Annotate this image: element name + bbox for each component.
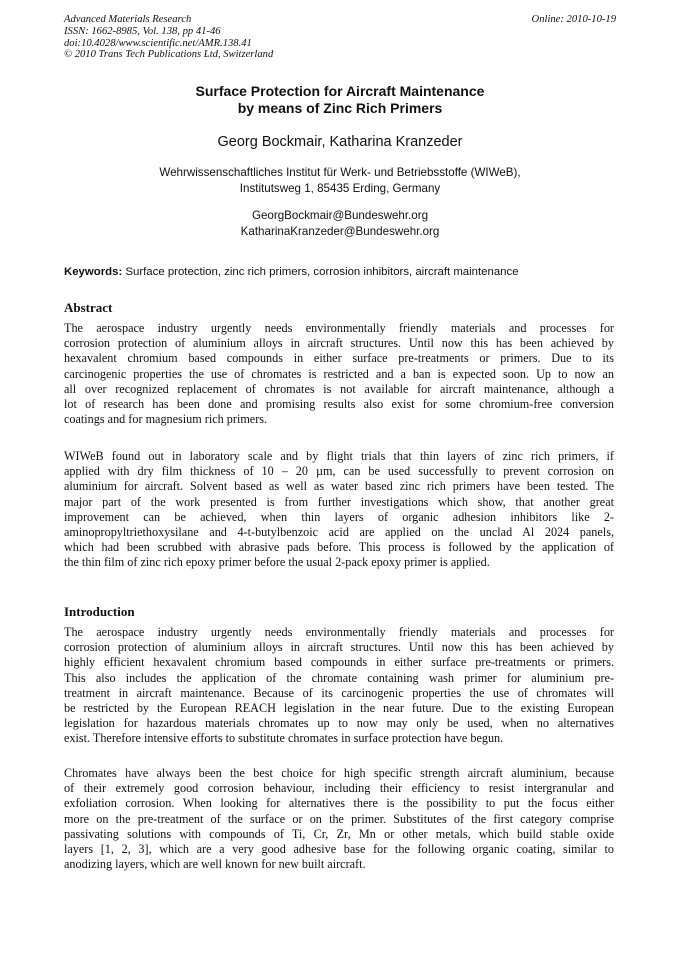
text-line: exfoliation corrosion. When looking for alternatives there is the possibility to put the focus either	[64, 796, 614, 811]
text-line: legislation for hazardous materials chromates up to now may only be used, when no alternatives	[64, 716, 614, 731]
journal-name: Advanced Materials Research	[64, 14, 192, 25]
text-line: aluminium for aircraft. Solvent based as well as water based zinc rich primers have been tested. The	[64, 479, 614, 494]
abstract-paragraph-2	[64, 449, 614, 571]
text-line: of their extremely good corrosion behaviour, including their efficiency to resist intergranular and	[64, 781, 614, 796]
keywords-text: Surface protection, zinc rich primers, corrosion inhibitors, aircraft maintenance	[125, 266, 519, 278]
keywords	[64, 265, 616, 280]
text-line: Chromates have always been the best choice for high specific strength aircraft aluminium, because	[64, 766, 614, 780]
text-line: layers [1, 2, 3], which are a very good adhesive base for the following organic coating, similar to	[64, 841, 614, 856]
copyright-line: © 2010 Trans Tech Publications Ltd, Switzerland	[64, 49, 274, 61]
title-line-1: Surface Protection for Aircraft Maintenance	[195, 83, 485, 99]
text-line: applied with dry film thickness of 10 – 20 µm, can be used successfully to prevent corrosion on	[64, 464, 614, 479]
text-line: corrosion protection of aluminium alloys in aircraft structures. Until now this has been achieved by	[64, 336, 614, 351]
abstract-paragraph-1	[64, 321, 614, 427]
email-link[interactable]: KatharinaKranzeder@Bundeswehr.org	[240, 224, 440, 238]
text-line: corrosion protection of aluminium alloys in aircraft structures. Until now this has been achieved by	[64, 640, 614, 655]
text-line: hexavalent chromium based compounds in either surface pre-treatments or primers. Due to its	[64, 351, 614, 366]
text-line: more on the pre-treatment of the surface or on the primer. Substitutes of the first category comprise	[64, 811, 614, 826]
text-line: major part of the work presented is from further investigations which show, that another great	[64, 494, 614, 509]
text-line: aminopropyltriethoxysilane and 4-t-butylbenzoic acid are applied on the unclad Al 2024 panels,	[64, 524, 614, 539]
authors: Georg Bockmair, Katharina Kranzeder	[217, 134, 463, 150]
text-line: the thin film of zinc rich epoxy primer before the usual 2-pack epoxy primer is applied.	[64, 555, 490, 570]
text-line: coatings and for magnesium rich primers.	[64, 412, 268, 427]
text-line: anodizing layers, which are well known for new built aircraft.	[64, 857, 366, 872]
doi-line[interactable]: doi:10.4028/www.scientific.net/AMR.138.41	[64, 37, 252, 49]
text-line: passivating solutions with compounds of Ti, Cr, Zr, Mn or other metals, which build stable oxide	[64, 826, 614, 841]
text-line: improvement can be achieved, when thin layers of organic adhesion inhibitors like 2-	[64, 509, 614, 524]
text-line: exist. Therefore intensive efforts to substitute chromates in surface protection have begun.	[64, 731, 504, 746]
text-line: The aerospace industry urgently needs environmentally friendly materials and processes for	[64, 321, 614, 335]
text-line: This also includes the application of the chromate containing wash primer for aluminium pre-	[64, 670, 614, 685]
online-date: Online: 2010-10-19	[531, 14, 616, 25]
issn-line: ISSN: 1662-8985, Vol. 138, pp 41-46	[64, 25, 221, 37]
keywords-label: Keywords:	[64, 266, 123, 278]
email-link[interactable]: GeorgBockmair@Bundeswehr.org	[251, 209, 429, 222]
introduction-heading: Introduction	[64, 604, 135, 619]
text-line: be restricted by the European REACH legislation in the near future. Due to the existing European	[64, 700, 614, 715]
text-line: treatment in aircraft maintenance. Because of its carcinogenic properties the use of chromates will	[64, 685, 614, 700]
title-line-2: by means of Zinc Rich Primers	[237, 100, 443, 116]
abstract-heading: Abstract	[64, 300, 113, 315]
text-line: which had been scrubbed with abrasive pads before. This process is followed by the application of	[64, 540, 614, 555]
affiliation-line-2: Institutsweg 1, 85435 Erding, Germany	[239, 181, 441, 195]
journal-header	[64, 14, 616, 61]
affiliation	[64, 165, 616, 196]
text-line: highly efficient hexavalent chromium based compounds in either surface pre-treatments or primers.	[64, 655, 614, 670]
text-line: lot of research has been done and promising results also exist for some chromium-free conversion	[64, 396, 614, 411]
author-emails	[64, 208, 616, 239]
introduction-paragraph-1	[64, 625, 614, 747]
text-line: WIWeB found out in laboratory scale and by flight trials that thin layers of zinc rich primers, if	[64, 449, 614, 463]
text-line: all over recognized replacement of chromates is not available for aircraft maintenance, although a	[64, 381, 614, 396]
paper-title	[64, 83, 616, 117]
affiliation-line-1: Wehrwissenschaftliches Institut für Werk- und Betriebsstoffe (WIWeB),	[159, 166, 521, 179]
text-line: carcinogenic properties the use of chromates is restricted and a ban is expected soon. Up to now an	[64, 366, 614, 381]
introduction-paragraph-2	[64, 766, 614, 872]
text-line: The aerospace industry urgently needs environmentally friendly materials and processes for	[64, 625, 614, 639]
